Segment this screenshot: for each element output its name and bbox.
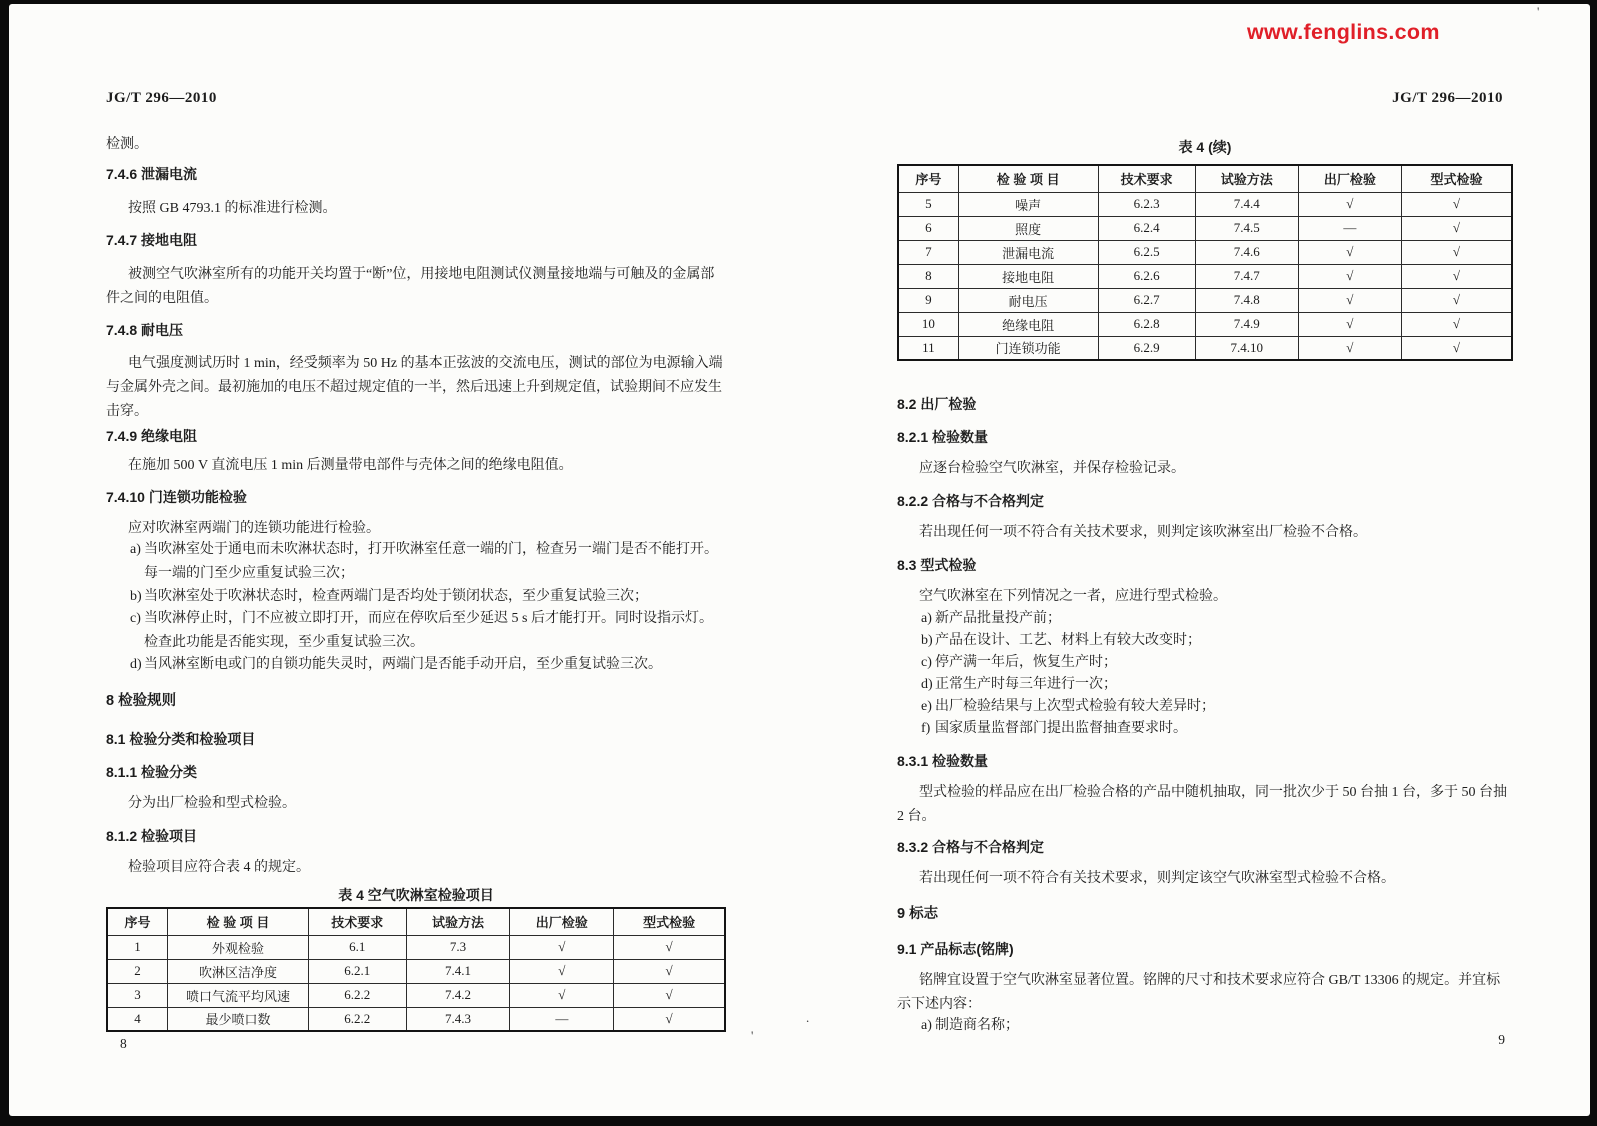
table-cell: 9 xyxy=(898,288,958,312)
table-cell: √ xyxy=(1401,264,1512,288)
list-item xyxy=(897,629,1513,653)
list-item xyxy=(106,653,726,677)
table-row xyxy=(107,959,725,983)
table-cell: √ xyxy=(1401,192,1512,216)
list-item xyxy=(897,607,1513,631)
table-cell: — xyxy=(510,1007,614,1031)
column-header: 序号 xyxy=(107,908,168,935)
table-cell: 2 xyxy=(107,959,168,983)
section-heading: 8.3.2 合格与不合格判定 xyxy=(897,839,1045,855)
document-page xyxy=(9,4,1590,1116)
table-cell: 7.3 xyxy=(406,935,510,959)
list-item xyxy=(106,607,726,655)
table-row xyxy=(107,1007,725,1031)
list-text: 出厂检验结果与上次型式检验有较大差异时； xyxy=(935,699,1215,714)
table-cell: 7.4.7 xyxy=(1195,264,1298,288)
table-cell: 绝缘电阻 xyxy=(958,312,1098,336)
section-heading: 8.2 出厂检验 xyxy=(897,396,977,412)
table-cell: √ xyxy=(510,935,614,959)
column-header: 试验方法 xyxy=(406,908,510,935)
table-cell: 6.2.9 xyxy=(1098,336,1195,360)
chapter-heading: 9 标志 xyxy=(897,906,939,922)
section-heading: 8.3 型式检验 xyxy=(897,557,977,573)
section-heading: 8.3.1 检验数量 xyxy=(897,753,989,769)
section-heading: 8.2.1 检验数量 xyxy=(897,429,989,445)
table-cell: √ xyxy=(614,935,725,959)
table-cell: √ xyxy=(1298,192,1401,216)
section-heading: 8.1.1 检验分类 xyxy=(106,764,198,780)
list-text: 当吹淋室处于吹淋状态时，检查两端门是否均处于锁闭状态，至少重复试验三次； xyxy=(144,589,648,604)
section-heading: 8.1 检验分类和检验项目 xyxy=(106,731,256,747)
table-cell: 7.4.5 xyxy=(1195,216,1298,240)
table-cell: √ xyxy=(614,1007,725,1031)
table-cell: 8 xyxy=(898,264,958,288)
paragraph: 若出现任何一项不符合有关技术要求，则判定该吹淋室出厂检验不合格。 xyxy=(919,525,1367,540)
list-item xyxy=(897,651,1513,675)
table-cell: 7.4.9 xyxy=(1195,312,1298,336)
table-cell: 最少喷口数 xyxy=(168,1007,309,1031)
table-cell: 6.2.7 xyxy=(1098,288,1195,312)
chapter-heading: 8 检验规则 xyxy=(106,693,177,709)
list-marker: f) xyxy=(921,721,931,736)
paragraph: 应对吹淋室两端门的连锁功能进行检验。 xyxy=(128,521,380,536)
table-cell: — xyxy=(1298,216,1401,240)
table-cell: 泄漏电流 xyxy=(958,240,1098,264)
table-cell: √ xyxy=(1298,336,1401,360)
table-title: 表 4 (续) xyxy=(1178,139,1232,155)
list-text: 制造商名称； xyxy=(935,1018,1019,1033)
column-header: 试验方法 xyxy=(1195,165,1298,192)
list-item xyxy=(106,585,726,609)
paragraph: 检验项目应符合表 4 的规定。 xyxy=(128,860,310,875)
list-text: 停产满一年后，恢复生产时； xyxy=(935,655,1117,670)
list-text: 新产品批量投产前； xyxy=(935,611,1061,626)
table-row xyxy=(107,983,725,1007)
table-cell: 10 xyxy=(898,312,958,336)
table-cell: √ xyxy=(1401,240,1512,264)
table-cell: 6.1 xyxy=(308,935,406,959)
table-cell: √ xyxy=(614,959,725,983)
page-number: 8 xyxy=(120,1036,127,1051)
column-header: 检 验 项 目 xyxy=(168,908,309,935)
table-cell: 6.2.2 xyxy=(308,1007,406,1031)
table-row xyxy=(898,264,1512,288)
table-cell: 7.4.4 xyxy=(1195,192,1298,216)
scan-artifact: ' xyxy=(1537,4,1540,19)
table-cell: √ xyxy=(1401,288,1512,312)
watermark-text: www.fenglins.com xyxy=(1247,20,1440,44)
table-row xyxy=(898,216,1512,240)
table-cell: √ xyxy=(1401,312,1512,336)
table-cell: 吹淋区洁净度 xyxy=(168,959,309,983)
list-item xyxy=(897,717,1513,741)
paragraph: 空气吹淋室在下列情况之一者，应进行型式检验。 xyxy=(919,589,1227,604)
table-header-row xyxy=(898,165,1512,192)
list-text: 当吹淋室处于通电而未吹淋状态时，打开吹淋室任意一端的门，检查另一端门是否不能打开。每一端的门至少应重复试验三次； xyxy=(144,542,718,581)
section-heading: 7.4.10 门连锁功能检验 xyxy=(106,489,247,505)
paragraph: 在施加 500 V 直流电压 1 min 后测量带电部件与壳体之间的绝缘电阻值。 xyxy=(128,458,573,473)
right-page-column xyxy=(897,4,1513,1116)
table-row xyxy=(898,192,1512,216)
list-marker: a) xyxy=(921,611,932,626)
table-cell: 11 xyxy=(898,336,958,360)
table-cell: 外观检验 xyxy=(168,935,309,959)
list-marker: a) xyxy=(130,542,141,557)
table-cell: 1 xyxy=(107,935,168,959)
column-header: 型式检验 xyxy=(1401,165,1512,192)
table-cell: 噪声 xyxy=(958,192,1098,216)
list-text: 正常生产时每三年进行一次； xyxy=(935,677,1117,692)
list-item xyxy=(897,695,1513,719)
table-cell: 喷口气流平均风速 xyxy=(168,983,309,1007)
table-cell: 4 xyxy=(107,1007,168,1031)
paragraph: 被测空气吹淋室所有的功能开关均置于“断”位，用接地电阻测试仪测量接地端与可触及的金属部件之间的电阻值。 xyxy=(106,267,715,306)
table-cell: 接地电阻 xyxy=(958,264,1098,288)
table-title: 表 4 空气吹淋室检验项目 xyxy=(338,887,494,903)
section-heading: 8.1.2 检验项目 xyxy=(106,828,198,844)
table-cell: √ xyxy=(1298,240,1401,264)
left-page-column xyxy=(106,4,726,1116)
section-heading: 9.1 产品标志(铭牌) xyxy=(897,941,1014,957)
table-cell: 照度 xyxy=(958,216,1098,240)
table-cell: 门连锁功能 xyxy=(958,336,1098,360)
table-cell: 7.4.6 xyxy=(1195,240,1298,264)
scan-artifact: ' xyxy=(751,1028,754,1043)
list-text: 当风淋室断电或门的自锁功能失灵时，两端门是否能手动开启，至少重复试验三次。 xyxy=(144,657,662,672)
list-item xyxy=(106,538,726,586)
table-cell: √ xyxy=(614,983,725,1007)
list-marker: d) xyxy=(921,677,933,692)
list-marker: c) xyxy=(921,655,932,670)
paragraph: 按照 GB 4793.1 的标准进行检测。 xyxy=(128,201,337,216)
table-cell: 6.2.6 xyxy=(1098,264,1195,288)
table-cell: 6.2.8 xyxy=(1098,312,1195,336)
column-header: 型式检验 xyxy=(614,908,725,935)
list-item xyxy=(897,1014,1513,1038)
list-text: 国家质量监督部门提出监督抽查要求时。 xyxy=(935,721,1187,736)
list-text: 产品在设计、工艺、材料上有较大改变时； xyxy=(935,633,1201,648)
running-header: JG/T 296—2010 xyxy=(106,90,217,106)
running-header: JG/T 296—2010 xyxy=(1392,90,1503,106)
table-cell: 3 xyxy=(107,983,168,1007)
paragraph: 分为出厂检验和型式检验。 xyxy=(128,796,296,811)
table-cell: 6.2.2 xyxy=(308,983,406,1007)
table-cell: 6.2.3 xyxy=(1098,192,1195,216)
table-cell: 6.2.4 xyxy=(1098,216,1195,240)
paragraph: 铭牌宜设置于空气吹淋室显著位置。铭牌的尺寸和技术要求应符合 GB/T 13306 的规定。并宜标示下述内容： xyxy=(897,973,1501,1012)
list-marker: b) xyxy=(130,589,142,604)
table-cell: √ xyxy=(510,959,614,983)
table-row xyxy=(898,288,1512,312)
table-row xyxy=(898,336,1512,360)
paragraph: 应逐台检验空气吹淋室，并保存检验记录。 xyxy=(919,461,1185,476)
column-header: 技术要求 xyxy=(308,908,406,935)
list-marker: c) xyxy=(130,611,141,626)
table-header-row xyxy=(107,908,725,935)
table-cell: √ xyxy=(1298,264,1401,288)
table-cell: 7 xyxy=(898,240,958,264)
list-marker: b) xyxy=(921,633,933,648)
table-row xyxy=(107,935,725,959)
inspection-items-table xyxy=(106,907,726,1032)
list-text: 当吹淋停止时，门不应被立即打开，而应在停吹后至少延迟 5 s 后才能打开。同时设指示灯。检查此功能是否能实现，至少重复试验三次。 xyxy=(144,611,713,650)
table-cell: 5 xyxy=(898,192,958,216)
table-cell: √ xyxy=(1298,312,1401,336)
paragraph: 电气强度测试历时 1 min，经受频率为 50 Hz 的基本正弦波的交流电压，测试的部位为电源输入端与金属外壳之间。最初施加的电压不超过规定值的一半，然后迅速上升到规定值，试验期间不应发生击穿。 xyxy=(106,356,723,419)
table-cell: 6.2.5 xyxy=(1098,240,1195,264)
page-number: 9 xyxy=(1498,1032,1505,1047)
table-cell: 耐电压 xyxy=(958,288,1098,312)
section-heading: 7.4.9 绝缘电阻 xyxy=(106,428,198,444)
table-cell: 6.2.1 xyxy=(308,959,406,983)
scan-artifact: . xyxy=(806,1010,810,1025)
paragraph: 检测。 xyxy=(106,137,148,152)
table-cell: 7.4.3 xyxy=(406,1007,510,1031)
section-heading: 7.4.8 耐电压 xyxy=(106,322,184,338)
list-item xyxy=(897,673,1513,697)
table-cell: 7.4.10 xyxy=(1195,336,1298,360)
table-cell: 6 xyxy=(898,216,958,240)
inspection-items-table-continued xyxy=(897,164,1513,361)
list-marker: a) xyxy=(921,1018,932,1033)
column-header: 出厂检验 xyxy=(1298,165,1401,192)
paragraph: 型式检验的样品应在出厂检验合格的产品中随机抽取，同一批次少于 50 台抽 1 台，多于 50 台抽 2 台。 xyxy=(897,785,1507,824)
section-heading: 7.4.6 泄漏电流 xyxy=(106,166,198,182)
column-header: 检 验 项 目 xyxy=(958,165,1098,192)
list-marker: d) xyxy=(130,657,142,672)
table-row xyxy=(898,240,1512,264)
section-heading: 8.2.2 合格与不合格判定 xyxy=(897,493,1045,509)
table-cell: √ xyxy=(1298,288,1401,312)
table-cell: √ xyxy=(1401,216,1512,240)
paragraph: 若出现任何一项不符合有关技术要求，则判定该空气吹淋室型式检验不合格。 xyxy=(919,871,1395,886)
table-row xyxy=(898,312,1512,336)
table-cell: 7.4.2 xyxy=(406,983,510,1007)
list-marker: e) xyxy=(921,699,932,714)
column-header: 技术要求 xyxy=(1098,165,1195,192)
column-header: 出厂检验 xyxy=(510,908,614,935)
table-cell: 7.4.1 xyxy=(406,959,510,983)
table-cell: √ xyxy=(1401,336,1512,360)
table-cell: 7.4.8 xyxy=(1195,288,1298,312)
column-header: 序号 xyxy=(898,165,958,192)
section-heading: 7.4.7 接地电阻 xyxy=(106,232,198,248)
table-cell: √ xyxy=(510,983,614,1007)
